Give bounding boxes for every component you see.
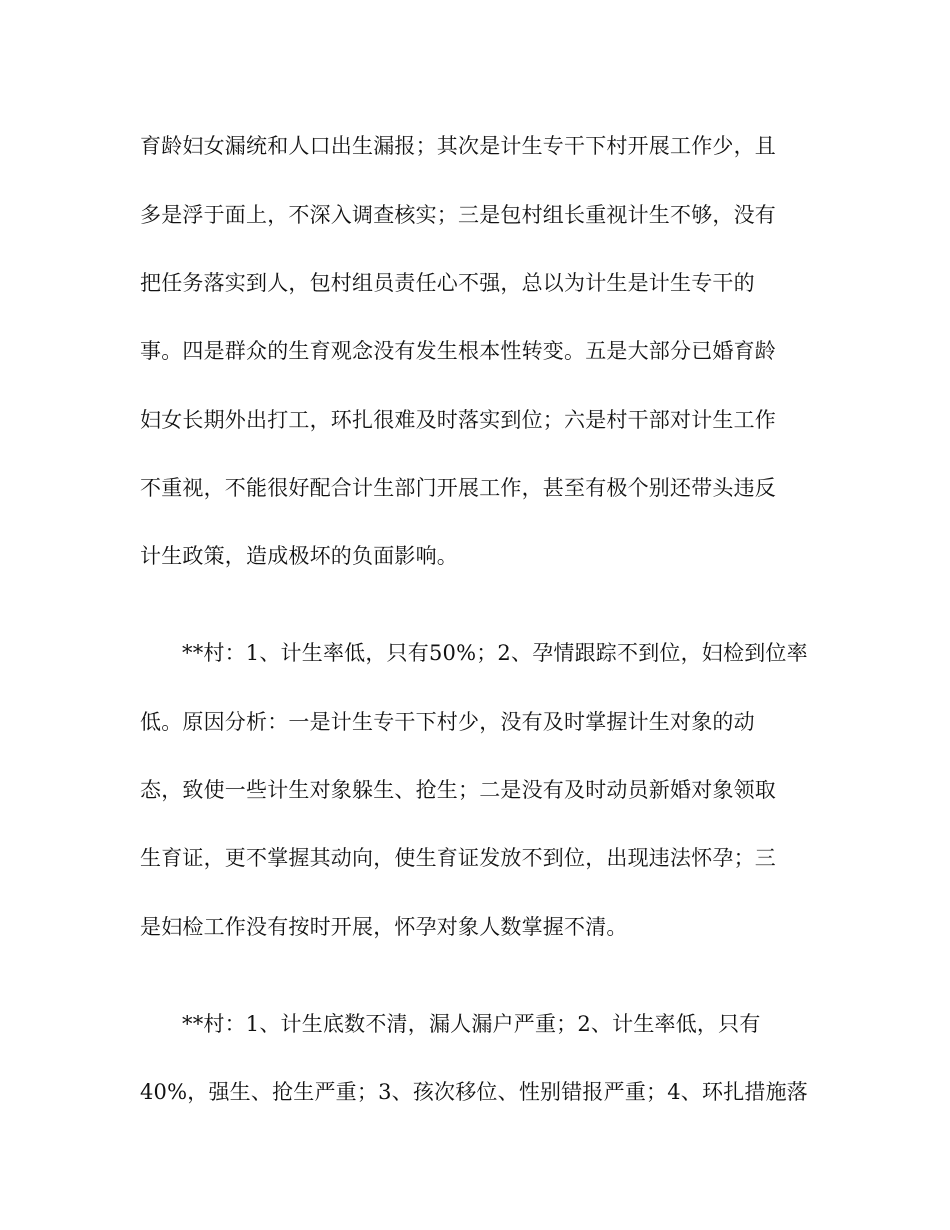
text-line: 不重视，不能很好配合计生部门开展工作，甚至有极个别还带头违反 [140, 476, 776, 500]
paragraph-start-line: **村：1、计生底数不清，漏人漏户严重；2、计生率低，只有 [182, 1012, 761, 1036]
text-line: 40%，强生、抢生严重；3、孩次移位、性别错报严重；4、环扎措施落 [140, 1080, 808, 1104]
text-line: 多是浮于面上，不深入调查核实；三是包村组长重视计生不够，没有 [140, 203, 776, 227]
text-line: 生育证，更不掌握其动向，使生育证发放不到位，出现违法怀孕；三 [140, 846, 776, 870]
text-line: 计生政策，造成极坏的负面影响。 [140, 544, 458, 568]
text-line: 妇女长期外出打工，环扎很难及时落实到位；六是村干部对计生工作 [140, 408, 776, 432]
text-line: 事。四是群众的生育观念没有发生根本性转变。五是大部分已婚育龄 [140, 339, 776, 363]
text-line: 态，致使一些计生对象躲生、抢生；二是没有及时动员新婚对象领取 [140, 778, 776, 802]
text-line: 育龄妇女漏统和人口出生漏报；其次是计生专干下村开展工作少，且 [140, 134, 776, 158]
paragraph-start-line: **村：1、计生率低，只有50%；2、孕情跟踪不到位，妇检到位率 [182, 641, 808, 665]
text-line: 低。原因分析：一是计生专干下村少，没有及时掌握计生对象的动 [140, 710, 755, 734]
text-line: 是妇检工作没有按时开展，怀孕对象人数掌握不清。 [140, 915, 628, 939]
text-line: 把任务落实到人，包村组员责任心不强，总以为计生是计生专干的 [140, 271, 755, 295]
